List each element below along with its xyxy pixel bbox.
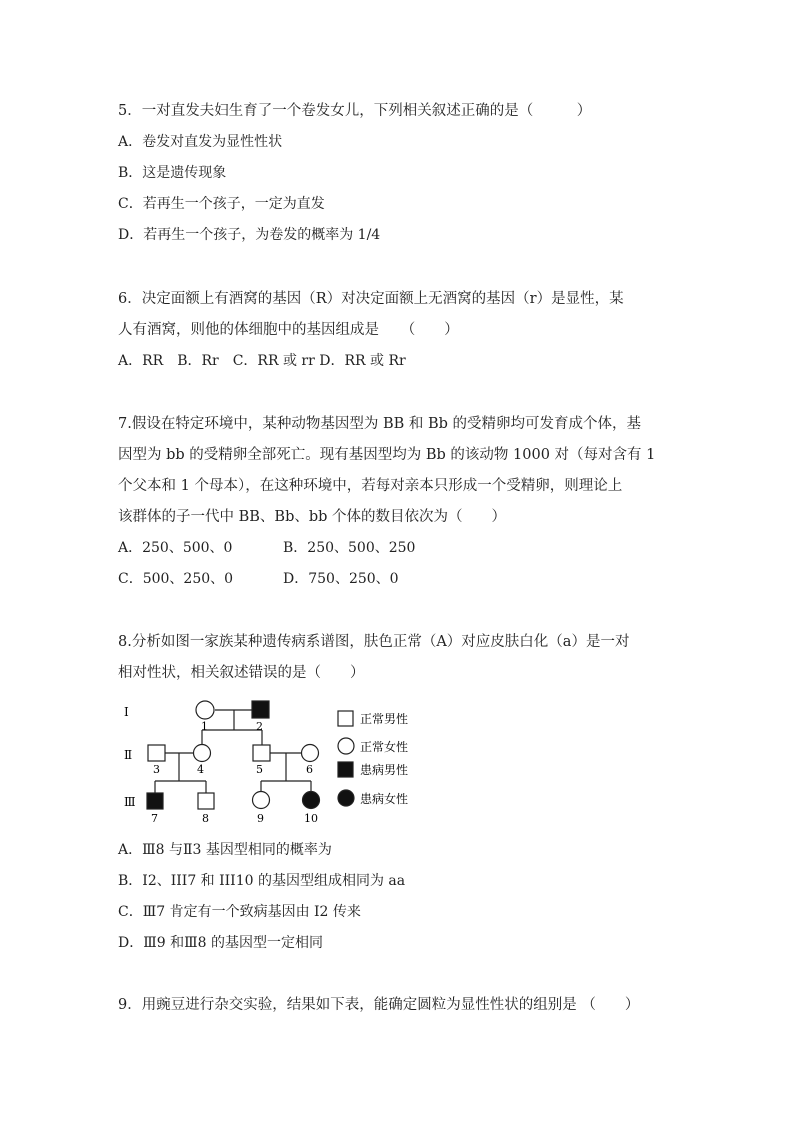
pedigree-individual-7 [147,793,163,809]
pedigree-individual-8 [198,793,214,809]
pedigree-chart [110,695,430,830]
question-8-option-d: D．Ⅲ9 和Ⅲ8 的基因型一定相同 [118,935,323,951]
question-6 [118,284,683,377]
question-7-stem-line-3: 个父本和 1 个母本），在这种环境中，若每对亲本只形成一个受精卵，则理论上 [118,478,623,494]
legend-affected-male-icon [338,762,353,777]
question-9-stem: 9．用豌豆进行杂交实验，结果如下表，能确定圆粒为显性性状的组别是 （ ） [118,997,640,1013]
generation-label-i: Ⅰ [124,705,129,719]
question-6-stem-line-1: 6．决定面额上有酒窝的基因（R）对决定面额上无酒窝的基因（r）是显性，某 [118,291,624,307]
legend-normal-male: 正常男性 [360,712,409,726]
question-7-stem-line-1: 7.假设在特定环境中，某种动物基因型为 BB 和 Bb 的受精卵均可发育成个体，基 [118,416,642,432]
question-7-stem-line-2: 因型为 bb 的受精卵全部死亡。现有基因型均为 Bb 的该动物 1000 对（每对含有 1 [118,447,656,463]
question-7-option-d: D．750、250、0 [283,571,399,587]
pedigree-individual-10 [303,792,320,809]
pedigree-individual-3 [148,745,165,761]
question-8-option-a: A．Ⅲ8 与Ⅱ3 基因型相同的概率为 [118,842,332,858]
question-7-option-a: A．250、500、0 [118,540,233,556]
question-7-stem-line-4: 该群体的子一代中 BB、Bb、bb 个体的数目依次为（ ） [118,509,507,525]
question-5-option-d: D．若再生一个孩子，为卷发的概率为 1/4 [118,227,381,243]
pedigree-individual-6 [302,745,319,762]
pedigree-individual-4 [194,745,211,762]
pedigree-number-9: 9 [257,812,264,825]
pedigree-individual-9 [253,792,270,809]
pedigree-number-2: 2 [256,720,263,733]
pedigree-number-8: 8 [202,812,209,825]
question-5-option-b: B．这是遗传现象 [118,165,227,181]
question-7 [118,409,683,595]
question-8-stem-line-1: 8.分析如图一家族某种遗传病系谱图，肤色正常（A）对应皮肤白化（a）是一对 [118,634,630,650]
question-5-stem: 5．一对直发夫妇生育了一个卷发女儿，下列相关叙述正确的是（ ） [118,103,592,119]
pedigree-number-4: 4 [197,763,204,776]
legend-normal-female-icon [338,738,354,754]
question-7-options-row-2 [118,564,683,595]
question-7-option-c: C．500、250、0 [118,571,234,587]
question-8-options [118,835,683,959]
pedigree-number-10: 10 [304,812,318,825]
question-8-stem-line-2: 相对性状，相关叙述错误的是（ ） [118,665,365,681]
generation-label-ii: Ⅱ [124,748,133,762]
pedigree-individual-5 [253,745,270,761]
pedigree-number-1: 1 [201,720,208,733]
legend-affected-female: 患病女性 [360,792,409,806]
question-5 [118,96,683,251]
pedigree-individual-1 [196,701,214,719]
legend-normal-female: 正常女性 [360,740,409,754]
question-7-options-row-1 [118,533,683,564]
question-9 [118,990,683,1021]
legend-affected-male: 患病男性 [360,763,409,777]
pedigree-individual-2 [252,701,269,718]
legend-affected-female-icon [338,790,354,806]
question-8 [118,627,683,689]
question-6-options: A．RR B．Rr C．RR 或 rr D．RR 或 Rr [118,353,406,369]
question-8-option-c: C．Ⅲ7 肯定有一个致病基因由 I2 传来 [118,904,361,920]
generation-label-iii: Ⅲ [124,795,136,809]
question-8-option-b: B．I2、III7 和 III10 的基因型组成相同为 aa [118,873,406,889]
question-5-option-c: C．若再生一个孩子，一定为直发 [118,196,325,212]
pedigree-number-7: 7 [151,812,158,825]
pedigree-number-3: 3 [153,763,160,776]
question-5-option-a: A．卷发对直发为显性性状 [118,134,283,150]
legend-normal-male-icon [338,711,353,726]
question-6-stem-line-2: 人有酒窝，则他的体细胞中的基因组成是 （ ） [118,322,459,338]
question-7-option-b: B．250、500、250 [283,540,416,556]
pedigree-number-6: 6 [306,763,313,776]
pedigree-number-5: 5 [256,763,263,776]
